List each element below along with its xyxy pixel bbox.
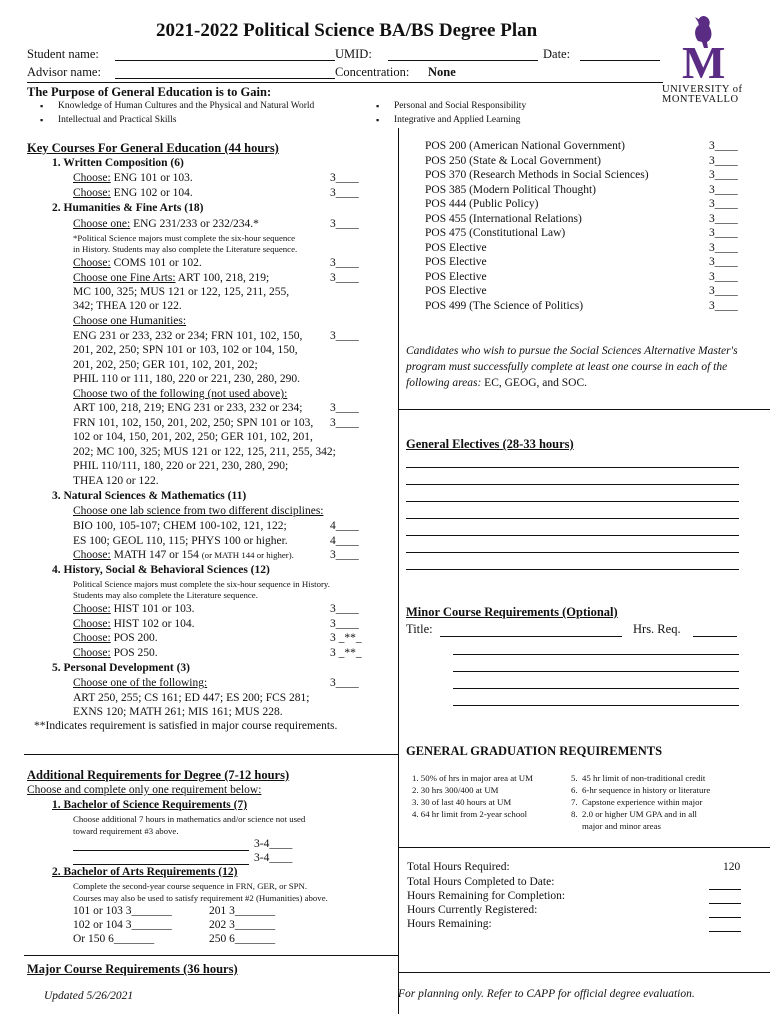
minor-hrs-field[interactable]	[693, 636, 737, 637]
course-line: ART 100, 218, 219; ENG 231 or 233, 232 or 234;	[73, 402, 303, 414]
registered-label: Hours Currently Registered:	[407, 904, 538, 916]
major-course-hours[interactable]: 3____	[709, 183, 738, 196]
major-course-hours[interactable]: 3____	[709, 227, 738, 239]
right-rule-2	[398, 847, 770, 848]
hours-blank[interactable]: 3____	[330, 618, 359, 630]
major-course-hours[interactable]: 3____	[709, 256, 738, 268]
major-course-hours[interactable]: 3____	[709, 169, 738, 181]
date-label: Date:	[543, 47, 571, 61]
bs-course-field-1[interactable]	[73, 850, 249, 851]
course-line: 342; THEA 120 or 122.	[73, 300, 182, 312]
section-personal-development: 5. Personal Development (3)	[52, 662, 190, 674]
hours-blank[interactable]: 3____	[330, 603, 359, 615]
course-line: Choose: HIST 102 or 104.	[73, 618, 195, 630]
grad-req-item: 2. 30 hrs 300/400 at UM	[412, 785, 499, 795]
major-course-name: POS 385 (Modern Political Thought)	[425, 183, 597, 196]
total-completed-field[interactable]	[709, 889, 741, 890]
remaining-completion-field[interactable]	[709, 903, 741, 904]
key-courses-heading: Key Courses For General Education (44 hours)	[27, 141, 279, 155]
section-humanities: 2. Humanities & Fine Arts (18)	[52, 202, 204, 214]
major-course-hours[interactable]: 3____	[709, 241, 738, 254]
right-rule-1	[398, 409, 770, 410]
course-line: 202; MC 100, 325; MUS 121 or 122, 125, 211, 255, 342;	[73, 446, 336, 458]
major-course-name: POS Elective	[425, 241, 487, 254]
purpose-bullet-3: ▪ Personal and Social Responsibility	[394, 101, 526, 111]
hours-blank[interactable]: 4____	[330, 520, 359, 532]
minor-course-line[interactable]	[453, 671, 739, 672]
hours-blank[interactable]: 3____	[330, 402, 359, 414]
course-line: Choose: MATH 147 or 154 (or MATH 144 or higher).	[73, 549, 294, 561]
course-line: EXNS 120; MATH 261; MIS 161; MUS 228.	[73, 706, 283, 718]
ba-row[interactable]: Or 150 6_______	[73, 933, 155, 945]
course-line: THEA 120 or 122.	[73, 475, 159, 487]
general-electives-heading: General Electives (28-33 hours)	[406, 437, 574, 451]
major-course-name: POS 200 (American National Government)	[425, 140, 625, 152]
hours-blank[interactable]: 3____	[330, 677, 359, 689]
student-name-label: Student name:	[27, 47, 99, 61]
course-line: Choose two of the following (not used above):	[73, 388, 288, 400]
major-course-name: POS 455 (International Relations)	[425, 212, 582, 225]
ba-row[interactable]: 102 or 104 3_______	[73, 919, 172, 931]
registered-field[interactable]	[709, 917, 741, 918]
hours-blank[interactable]: 3-4____	[254, 852, 293, 864]
course-line: Choose one of the following:	[73, 677, 208, 689]
remaining-label: Hours Remaining:	[407, 918, 492, 930]
course-line: 201, 202, 250; SPN 101 or 103, 102 or 104, 150,	[73, 344, 298, 356]
major-course-name: POS 250 (State & Local Government)	[425, 154, 601, 167]
grad-req-item: 7. Capstone experience within major	[571, 797, 703, 807]
note-line: Courses may also be used to satisfy requirement #2 (Humanities) above.	[73, 893, 328, 903]
footer-note: For planning only. Refer to CAPP for official degree evaluation.	[398, 988, 695, 1000]
note-line: Complete the second-year course sequence in FRN, GER, or SPN.	[73, 881, 308, 891]
grad-req-item: 1. 50% of hrs in major area at UM	[412, 773, 533, 783]
ba-row[interactable]: 202 3_______	[209, 919, 276, 931]
hours-blank[interactable]: 3____	[330, 257, 359, 269]
course-line: Choose: COMS 101 or 102.	[73, 257, 202, 269]
ba-row[interactable]: 201 3_______	[209, 905, 276, 917]
major-course-hours[interactable]: 3____	[709, 299, 738, 312]
grad-req-item: 4. 64 hr limit from 2-year school	[412, 809, 528, 819]
course-line: Choose: HIST 101 or 103.	[73, 603, 195, 615]
header-rule	[27, 82, 663, 83]
bs-requirements-title: 1. Bachelor of Science Requirements (7)	[52, 799, 248, 811]
hours-blank[interactable]: 3____	[330, 218, 359, 230]
hours-blank[interactable]: 3____	[330, 549, 359, 561]
course-line: Choose: ENG 101 or 103.	[73, 172, 193, 184]
additional-heading: Additional Requirements for Degree (7-12 hours)	[27, 768, 290, 782]
hours-blank[interactable]: 3 _**_	[330, 632, 362, 644]
note-line: Students may also complete the Literature sequence.	[73, 590, 258, 600]
purpose-bullet-2: ▪ Intellectual and Practical Skills	[58, 115, 176, 125]
candidates-note-2: program must successfully complete at least one course in each of the	[406, 361, 728, 373]
grad-req-item: 6. 6-hr sequence in history or literature	[571, 785, 711, 795]
concentration-value: None	[428, 65, 456, 79]
hours-blank[interactable]: 4____	[330, 535, 359, 547]
course-line: ES 100; GEOL 110, 115; PHYS 100 or higher.	[73, 535, 288, 547]
ba-requirements-title: 2. Bachelor of Arts Requirements (12)	[52, 866, 238, 878]
elective-line[interactable]	[406, 501, 739, 502]
purpose-heading: The Purpose of General Education is to Gain:	[27, 85, 272, 99]
note-line: Political Science majors must complete the six-hour sequence in History.	[73, 579, 330, 589]
note-line: *Political Science majors must complete the six-hour sequence	[73, 233, 296, 243]
remaining-field[interactable]	[709, 931, 741, 932]
student-name-field[interactable]	[115, 60, 335, 61]
major-course-hours[interactable]: 3____	[709, 198, 738, 210]
section-history-social: 4. History, Social & Behavioral Sciences (12)	[52, 564, 270, 576]
hours-blank[interactable]: 3____	[330, 172, 359, 184]
major-course-hours[interactable]: 3____	[709, 285, 738, 297]
hours-blank[interactable]: 3____	[330, 417, 359, 429]
major-course-hours[interactable]: 3____	[709, 212, 738, 225]
candidates-note-1: Candidates who wish to pursue the Social Sciences Alternative Master's	[406, 345, 738, 357]
note-line: in History. Students may also complete the Literature sequence.	[73, 244, 298, 254]
course-line: 201, 202, 250; GER 101, 102, 201, 202;	[73, 359, 258, 371]
hours-blank[interactable]: 3-4____	[254, 838, 293, 850]
hours-blank[interactable]: 3____	[330, 187, 359, 199]
elective-line[interactable]	[406, 569, 739, 570]
university-logo	[662, 12, 752, 105]
course-line: PHIL 110/111, 180, 220 or 221, 230, 280, 290;	[73, 460, 289, 472]
total-required-label: Total Hours Required:	[407, 861, 510, 873]
graduation-heading: GENERAL GRADUATION REQUIREMENTS	[406, 744, 663, 758]
concentration-label: Concentration:	[335, 65, 410, 79]
course-line: ART 250, 255; CS 161; ED 447; ES 200; FCS 281;	[73, 692, 310, 704]
total-required-value: 120	[723, 861, 741, 873]
elective-line[interactable]	[406, 484, 739, 485]
course-line: ENG 231 or 233, 232 or 234; FRN 101, 102, 150,	[73, 330, 303, 342]
page-title: 2021-2022 Political Science BA/BS Degree Plan	[156, 20, 538, 41]
course-line: Choose one: ENG 231/233 or 232/234.*	[73, 218, 259, 230]
ba-row[interactable]: 250 6_______	[209, 933, 276, 945]
major-course-name: POS 370 (Research Methods in Social Sciences)	[425, 169, 649, 181]
major-course-hours[interactable]: 3____	[709, 140, 738, 152]
major-course-name: POS Elective	[425, 285, 487, 297]
elective-line[interactable]	[406, 535, 739, 536]
bs-course-field-2[interactable]	[73, 864, 249, 865]
hours-blank[interactable]: 3 _**_	[330, 647, 362, 659]
minor-title-field[interactable]	[440, 636, 622, 637]
minor-hrs-label: Hrs. Req.	[633, 622, 681, 636]
major-heading: Major Course Requirements (36 hours)	[27, 962, 238, 976]
left-rule-1	[24, 754, 398, 755]
footnote: **Indicates requirement is satisfied in major course requirements.	[34, 720, 338, 732]
elective-line[interactable]	[406, 518, 739, 519]
total-completed-label: Total Hours Completed to Date:	[407, 876, 555, 888]
umid-field[interactable]	[388, 60, 538, 61]
hours-blank[interactable]: 3____	[330, 272, 359, 284]
column-divider	[398, 128, 399, 1014]
grad-req-item: major and minor areas	[571, 821, 661, 831]
course-line: Choose: POS 250.	[73, 647, 158, 659]
updated-date: Updated 5/26/2021	[44, 990, 134, 1002]
course-line: BIO 100, 105-107; CHEM 100-102, 121, 122;	[73, 520, 287, 532]
candidates-note-3: following areas: EC, GEOG, and SOC.	[406, 377, 588, 389]
section-written-composition: 1. Written Composition (6)	[52, 157, 184, 169]
course-line: 102 or 104, 150, 201, 202, 250; GER 101, 102, 201,	[73, 431, 313, 443]
grad-req-item: 5. 45 hr limit of non-traditional credit	[571, 773, 706, 783]
purpose-bullet-1: ▪ Knowledge of Human Cultures and the Physical and Natural World	[58, 101, 314, 111]
course-line: Choose one Humanities:	[73, 315, 187, 327]
course-line: Choose: ENG 102 or 104.	[73, 187, 193, 199]
major-course-name: POS 475 (Constitutional Law)	[425, 227, 566, 239]
note-line: Choose additional 7 hours in mathematics and/or science not used	[73, 814, 306, 824]
date-field[interactable]	[580, 60, 660, 61]
elective-line[interactable]	[406, 467, 739, 468]
major-course-hours[interactable]: 3____	[709, 154, 738, 167]
section-natural-sciences: 3. Natural Sciences & Mathematics (11)	[52, 490, 247, 502]
course-line: Choose one Fine Arts: ART 100, 218, 219;	[73, 272, 270, 284]
logo-text-2: MONTEVALLO	[662, 94, 739, 105]
remaining-completion-label: Hours Remaining for Completion:	[407, 890, 566, 902]
major-course-name: POS Elective	[425, 256, 487, 268]
right-rule-3	[398, 972, 770, 973]
minor-course-line[interactable]	[453, 688, 739, 689]
minor-title-label: Title:	[406, 622, 433, 636]
minor-heading: Minor Course Requirements (Optional)	[406, 605, 618, 619]
purpose-bullet-4: ▪ Integrative and Applied Learning	[394, 115, 520, 125]
umid-label: UMID:	[335, 47, 372, 61]
ba-row[interactable]: 101 or 103 3_______	[73, 905, 172, 917]
advisor-label: Advisor name:	[27, 65, 101, 79]
minor-course-line[interactable]	[453, 654, 739, 655]
course-line: PHIL 110 or 111, 180, 220 or 221, 230, 280, 290.	[73, 373, 301, 385]
major-course-name: POS 499 (The Science of Politics)	[425, 299, 584, 312]
major-course-name: POS Elective	[425, 270, 487, 283]
course-line: FRN 101, 102, 150, 201, 202, 250; SPN 101 or 103,	[73, 417, 314, 429]
course-line: Choose: POS 200.	[73, 632, 158, 644]
major-course-hours[interactable]: 3____	[709, 270, 738, 283]
left-rule-2	[24, 955, 398, 956]
logo-text-1: UNIVERSITY of	[662, 84, 743, 95]
advisor-field[interactable]	[115, 78, 335, 79]
minor-course-line[interactable]	[453, 705, 739, 706]
additional-instructions: Choose and complete only one requirement below:	[27, 784, 262, 796]
hours-blank[interactable]: 3____	[330, 330, 359, 342]
elective-line[interactable]	[406, 552, 739, 553]
grad-req-item: 8. 2.0 or higher UM GPA and in all	[571, 809, 698, 819]
note-line: toward requirement #3 above.	[73, 826, 179, 836]
grad-req-item: 3. 30 of last 40 hours at UM	[412, 797, 512, 807]
major-course-name: POS 444 (Public Policy)	[425, 198, 539, 210]
logo-letter: M	[682, 37, 726, 88]
course-line: Choose one lab science from two different disciplines:	[73, 505, 324, 517]
course-line: MC 100, 325; MUS 121 or 122, 125, 211, 255,	[73, 286, 290, 298]
